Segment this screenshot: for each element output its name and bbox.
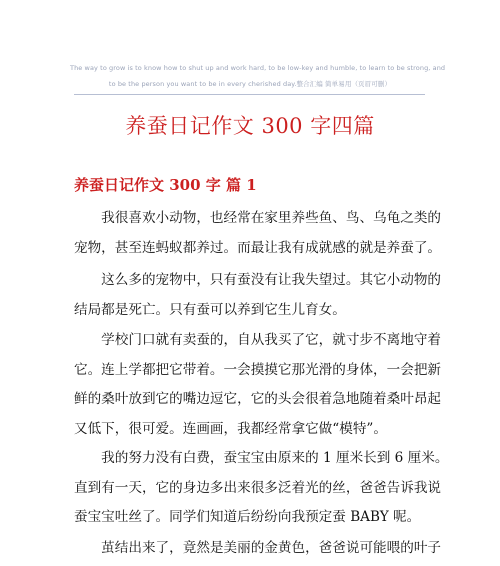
paragraph-line: 它。连上学都把它带着。一会摸摸它那光滑的身体，一会把新 — [74, 361, 442, 378]
paragraph-line: 我很喜欢小动物，也经常在家里养些鱼、鸟、乌龟之类的 — [74, 210, 442, 226]
header-motto-line: to be the person you want to be in every cherished day.整合汇编 简单易用（页眉可删） — [108, 80, 392, 88]
paragraph-line: 结局都是死亡。只有蚕可以养到它生儿育女。 — [74, 301, 346, 318]
paragraph — [74, 266, 442, 325]
paragraph — [74, 326, 442, 444]
paragraph-line: 鲜的桑叶放到它的嘴边逗它，它的头会很着急地随着桑叶昂起 — [74, 391, 442, 407]
paragraph-line: 又低下，很可爱。连画画，我都经常拿它做“模特”。 — [74, 420, 387, 437]
document-title: 养蚕日记作文 300 字四篇 — [125, 114, 375, 138]
paragraph-line: 学校门口就有卖蚕的，自从我买了它，就寸步不离地守着 — [74, 332, 442, 348]
paragraph-line: 茧结出来了，竟然是美丽的金黄色，爸爸说可能喂的叶子 — [74, 540, 442, 556]
paragraph — [74, 534, 442, 564]
paragraph-line: 这么多的宠物中，只有蚕没有让我失望过。其它小动物的 — [74, 272, 442, 288]
section-title: 养蚕日记作文 300 字 篇 1 — [74, 176, 257, 194]
paragraph — [74, 444, 449, 533]
header-motto-line: The way to grow is to know how to shut up and work hard, to be low-key and humble, to learn to be strong, and — [70, 64, 446, 72]
paragraph — [74, 204, 442, 263]
header-divider — [74, 94, 425, 95]
paragraph-line: 我的努力没有白费，蚕宝宝由原来的 1 厘米长到 6 厘米。 — [74, 450, 449, 466]
paragraph-line: 蚕宝宝吐丝了。同学们知道后纷纷向我预定蚕 BABY 呢。 — [74, 509, 421, 525]
header-motto — [70, 60, 446, 92]
paragraph-line: 直到有一天，它的身边多出来很多泛着光的丝，爸爸告诉我说 — [74, 479, 442, 496]
paragraph-line: 宠物，甚至连蚂蚁都养过。而最让我有成就感的就是养蚕了。 — [74, 239, 442, 256]
